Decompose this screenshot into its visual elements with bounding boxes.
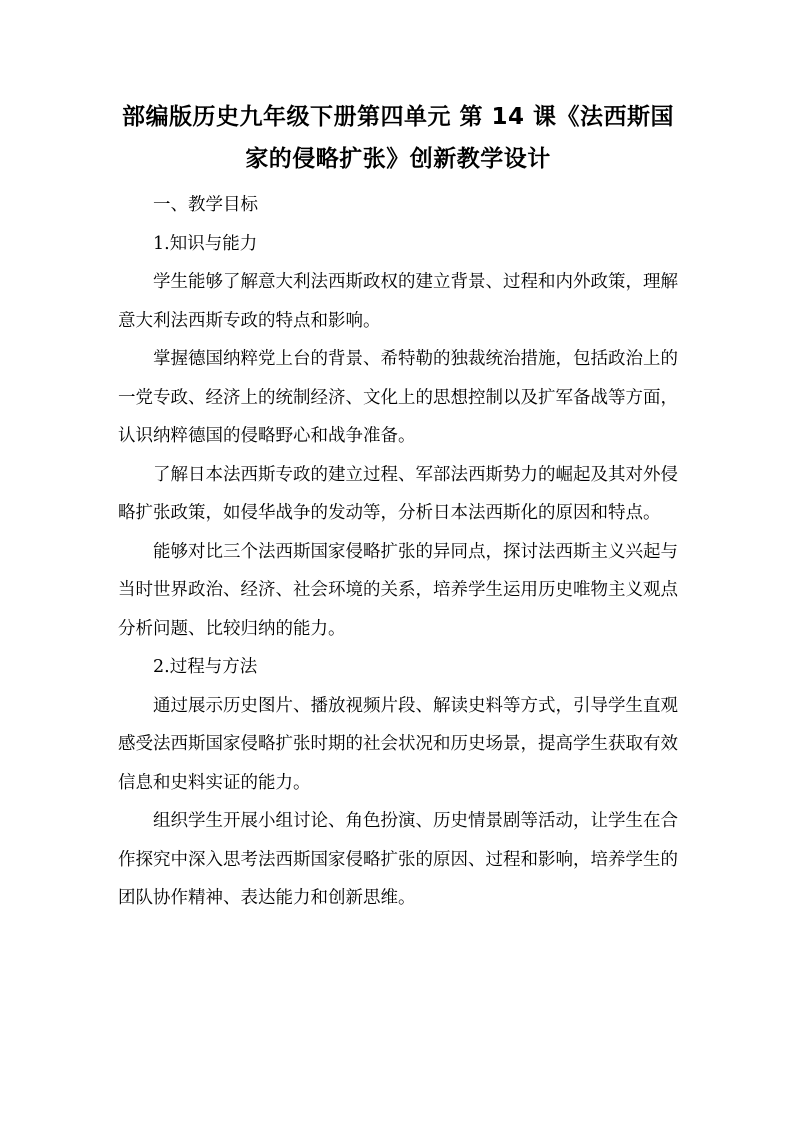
paragraph-group-activities: 组织学生开展小组讨论、角色扮演、历史情景剧等活动，让学生在合作探究中深入思考法西斯国家侵略扩张的原因、过程和影响，培养学生的团队协作精神、表达能力和创新思维。: [118, 811, 678, 908]
paragraph-japan: 了解日本法西斯专政的建立过程、军部法西斯势力的崛起及其对外侵略扩张政策，如侵华战争的发动等，分析日本法西斯化的原因和特点。: [118, 464, 678, 523]
paragraph-teaching-methods: 通过展示历史图片、播放视频片段、解读史料等方式，引导学生直观感受法西斯国家侵略扩张时期的社会状况和历史场景，提高学生获取有效信息和史料实证的能力。: [118, 695, 678, 793]
document-body: [118, 186, 678, 918]
subheading-knowledge-ability: 1.知识与能力: [153, 233, 258, 254]
document-title: 部编版历史九年级下册第四单元 第 14 课《法西斯国家的侵略扩张》创新教学设计: [121, 104, 675, 172]
paragraph-germany: 掌握德国纳粹党上台的背景、希特勒的独裁统治措施，包括政治上的一党专政、经济上的统制经济、文化上的思想控制以及扩军备战等方面，认识纳粹德国的侵略野心和战争准备。: [118, 349, 678, 446]
subheading-process-methods: 2.过程与方法: [153, 657, 258, 677]
paragraph-comparison: 能够对比三个法西斯国家侵略扩张的异同点，探讨法西斯主义兴起与当时世界政治、经济、社会环境的关系，培养学生运用历史唯物主义观点分析问题、比较归纳的能力。: [118, 541, 678, 639]
paragraph-italy: 学生能够了解意大利法西斯政权的建立背景、过程和内外政策，理解意大利法西斯专政的特点和影响。: [118, 272, 678, 331]
section-heading-objectives: 一、教学目标: [153, 195, 258, 215]
